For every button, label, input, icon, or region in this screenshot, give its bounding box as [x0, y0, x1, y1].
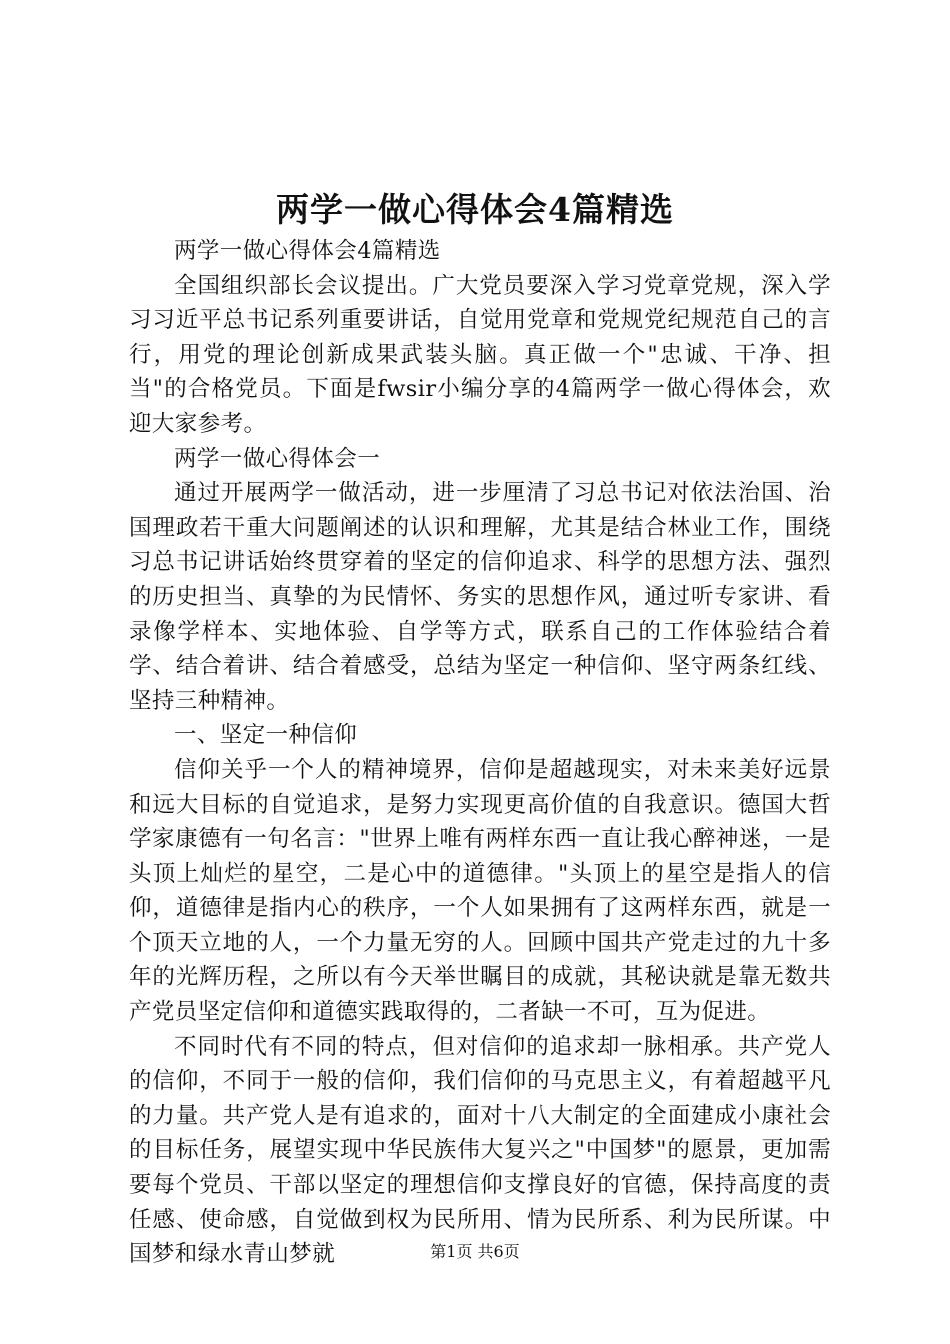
paragraph-subtitle: 两学一做心得体会4篇精选 [174, 238, 441, 264]
page-number-footer: 第1页 共6页 [430, 1242, 520, 1261]
paragraph-intro: 全国组织部长会议提出。广大党员要深入学习党章党规，深入学习习近平总书记系列重要讲话，自觉用党章和党规党纪规范自己的言行，用党的理论创新成果武装头脑。真正做一个"忠诚、干净、担当"的合格党员。下面是fwsir小编分享的4篇两学一做心得体会，欢迎大家参考。 [129, 272, 831, 437]
document-title: 两学一做心得体会4篇精选 [276, 190, 674, 229]
section-heading-1: 两学一做心得体会一 [174, 445, 381, 472]
paragraph-body: 通过开展两学一做活动，进一步厘清了习总书记对依法治国、治国理政若干重大问题阐述的认识和理解，尤其是结合林业工作，围绕习总书记讲话始终贯穿着的坚定的信仰追求、科学的思想方法、强烈的历史担当、真挚的为民情怀、务实的思想作风，通过听专家讲、看录像学样本、实地体验、自学等方式，联系自己的工作体验结合着学、结合着讲、结合着感受，总结为坚定一种信仰、坚守两条红线、坚持三种精神。 [129, 480, 831, 714]
document-body [129, 234, 831, 1272]
paragraph-body: 信仰关乎一个人的精神境界，信仰是超越现实，对未来美好远景和远大目标的自觉追求，是努力实现更高价值的自我意识。德国大哲学家康德有一句名言："世界上唯有两样东西一直让我心醉神迷，一是头顶上灿烂的星空，二是心中的道德律。"头顶上的星空是指人的信仰，道德律是指内心的秩序，一个人如果拥有了这两样东西，就是一个顶天立地的人，一个力量无穷的人。回顾中国共产党走过的九十多年的光辉历程，之所以有今天举世瞩目的成就，其秘诀就是靠无数共产党员坚定信仰和道德实践取得的，二者缺一不可，互为促进。 [129, 756, 831, 1026]
subsection-heading: 一、坚定一种信仰 [174, 722, 358, 749]
paragraph-body: 不同时代有不同的特点，但对信仰的追求却一脉相承。共产党人的信仰，不同于一般的信仰，我们信仰的马克思主义，有着超越平凡的力量。共产党人是有追求的，面对十八大制定的全面建成小康社会的目标任务，展望实现中华民族伟大复兴之"中国梦"的愿景，更加需要每个党员、干部以坚定的理想信仰支撑良好的官德，保持高度的责任感、使命感，自觉做到权为民所用、情为民所系、利为民所谋。中国梦和绿水青山梦就 [129, 1033, 831, 1268]
